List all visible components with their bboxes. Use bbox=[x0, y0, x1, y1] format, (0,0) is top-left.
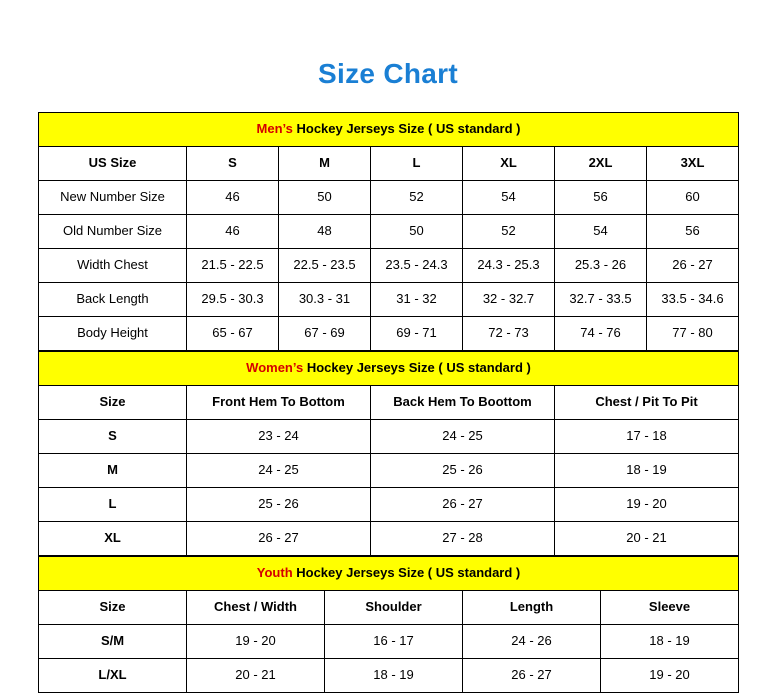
womens-row-0-val-1: 24 - 25 bbox=[371, 420, 555, 454]
womens-row-0-val-0: 23 - 24 bbox=[187, 420, 371, 454]
womens-row-1-label: M bbox=[39, 454, 187, 488]
mens-row-3-val-4: 32.7 - 33.5 bbox=[555, 283, 647, 317]
mens-row-1-val-5: 56 bbox=[647, 215, 739, 249]
mens-row-3-val-0: 29.5 - 30.3 bbox=[187, 283, 279, 317]
mens-row-3-label: Back Length bbox=[39, 283, 187, 317]
table-row bbox=[39, 283, 739, 317]
womens-section-header bbox=[39, 352, 739, 386]
womens-col-0: Size bbox=[39, 386, 187, 420]
mens-row-2-val-4: 25.3 - 26 bbox=[555, 249, 647, 283]
table-row bbox=[39, 181, 739, 215]
womens-row-1-val-2: 18 - 19 bbox=[555, 454, 739, 488]
youth-row-1-val-0: 20 - 21 bbox=[187, 659, 325, 693]
womens-section-header-cell bbox=[39, 352, 739, 386]
youth-row-0-val-3: 18 - 19 bbox=[601, 625, 739, 659]
mens-row-3-val-3: 32 - 32.7 bbox=[463, 283, 555, 317]
womens-row-3-val-0: 26 - 27 bbox=[187, 522, 371, 556]
womens-row-0-val-2: 17 - 18 bbox=[555, 420, 739, 454]
youth-row-0-label: S/M bbox=[39, 625, 187, 659]
youth-col-2: Shoulder bbox=[325, 591, 463, 625]
mens-row-1-val-1: 48 bbox=[279, 215, 371, 249]
youth-row-1-val-3: 19 - 20 bbox=[601, 659, 739, 693]
womens-col-1: Front Hem To Bottom bbox=[187, 386, 371, 420]
mens-row-2-val-2: 23.5 - 24.3 bbox=[371, 249, 463, 283]
mens-row-1-val-4: 54 bbox=[555, 215, 647, 249]
mens-row-0-label: New Number Size bbox=[39, 181, 187, 215]
mens-row-4-val-3: 72 - 73 bbox=[463, 317, 555, 351]
mens-row-1-val-0: 46 bbox=[187, 215, 279, 249]
mens-row-0-val-4: 56 bbox=[555, 181, 647, 215]
table-row bbox=[39, 522, 739, 556]
table-row bbox=[39, 420, 739, 454]
womens-row-3-val-1: 27 - 28 bbox=[371, 522, 555, 556]
mens-row-0-val-1: 50 bbox=[279, 181, 371, 215]
youth-header-accent: Youth bbox=[256, 565, 293, 581]
mens-col-0: US Size bbox=[39, 147, 187, 181]
mens-section-header-cell bbox=[39, 113, 739, 147]
womens-row-3-label: XL bbox=[39, 522, 187, 556]
mens-row-0-val-3: 54 bbox=[463, 181, 555, 215]
youth-col-3: Length bbox=[463, 591, 601, 625]
mens-row-4-val-2: 69 - 71 bbox=[371, 317, 463, 351]
mens-col-3: L bbox=[371, 147, 463, 181]
mens-row-2-val-5: 26 - 27 bbox=[647, 249, 739, 283]
mens-col-2: M bbox=[279, 147, 371, 181]
mens-col-4: XL bbox=[463, 147, 555, 181]
womens-col-2: Back Hem To Boottom bbox=[371, 386, 555, 420]
youth-size-table bbox=[38, 556, 739, 693]
mens-row-4-label: Body Height bbox=[39, 317, 187, 351]
mens-row-2-label: Width Chest bbox=[39, 249, 187, 283]
youth-column-headers bbox=[39, 591, 739, 625]
table-row bbox=[39, 249, 739, 283]
mens-row-1-val-2: 50 bbox=[371, 215, 463, 249]
mens-row-0-val-2: 52 bbox=[371, 181, 463, 215]
size-chart-tables bbox=[38, 112, 738, 693]
mens-row-3-val-1: 30.3 - 31 bbox=[279, 283, 371, 317]
mens-row-1-val-3: 52 bbox=[463, 215, 555, 249]
mens-row-4-val-4: 74 - 76 bbox=[555, 317, 647, 351]
youth-row-0-val-0: 19 - 20 bbox=[187, 625, 325, 659]
womens-header-rest: Hockey Jerseys Size ( US standard ) bbox=[303, 360, 531, 376]
youth-section-header-cell bbox=[39, 557, 739, 591]
youth-row-1-label: L/XL bbox=[39, 659, 187, 693]
table-row bbox=[39, 488, 739, 522]
youth-header-rest: Hockey Jerseys Size ( US standard ) bbox=[292, 565, 521, 581]
womens-col-3: Chest / Pit To Pit bbox=[555, 386, 739, 420]
table-row bbox=[39, 625, 739, 659]
mens-row-4-val-1: 67 - 69 bbox=[279, 317, 371, 351]
mens-row-3-val-2: 31 - 32 bbox=[371, 283, 463, 317]
mens-col-1: S bbox=[187, 147, 279, 181]
table-row bbox=[39, 659, 739, 693]
womens-row-1-val-0: 24 - 25 bbox=[187, 454, 371, 488]
mens-row-0-val-0: 46 bbox=[187, 181, 279, 215]
mens-column-headers bbox=[39, 147, 739, 181]
page-title: Size Chart bbox=[318, 58, 458, 89]
table-row bbox=[39, 317, 739, 351]
mens-row-1-label: Old Number Size bbox=[39, 215, 187, 249]
womens-row-2-val-0: 25 - 26 bbox=[187, 488, 371, 522]
mens-row-4-val-0: 65 - 67 bbox=[187, 317, 279, 351]
mens-col-6: 3XL bbox=[647, 147, 739, 181]
mens-section-header bbox=[39, 113, 739, 147]
womens-header-accent: Women’s bbox=[246, 360, 304, 376]
mens-header-rest: Hockey Jerseys Size ( US standard ) bbox=[292, 121, 521, 137]
womens-row-0-label: S bbox=[39, 420, 187, 454]
womens-column-headers bbox=[39, 386, 739, 420]
mens-header-accent: Men’s bbox=[256, 121, 293, 137]
table-row bbox=[39, 215, 739, 249]
womens-row-3-val-2: 20 - 21 bbox=[555, 522, 739, 556]
womens-row-2-val-1: 26 - 27 bbox=[371, 488, 555, 522]
youth-section-header bbox=[39, 557, 739, 591]
youth-row-1-val-2: 26 - 27 bbox=[463, 659, 601, 693]
youth-row-1-val-1: 18 - 19 bbox=[325, 659, 463, 693]
mens-row-4-val-5: 77 - 80 bbox=[647, 317, 739, 351]
mens-row-0-val-5: 60 bbox=[647, 181, 739, 215]
youth-col-0: Size bbox=[39, 591, 187, 625]
youth-col-4: Sleeve bbox=[601, 591, 739, 625]
womens-row-2-val-2: 19 - 20 bbox=[555, 488, 739, 522]
youth-row-0-val-1: 16 - 17 bbox=[325, 625, 463, 659]
womens-row-2-label: L bbox=[39, 488, 187, 522]
table-row bbox=[39, 454, 739, 488]
mens-col-5: 2XL bbox=[555, 147, 647, 181]
mens-row-2-val-0: 21.5 - 22.5 bbox=[187, 249, 279, 283]
womens-row-1-val-1: 25 - 26 bbox=[371, 454, 555, 488]
mens-row-3-val-5: 33.5 - 34.6 bbox=[647, 283, 739, 317]
youth-col-1: Chest / Width bbox=[187, 591, 325, 625]
youth-row-0-val-2: 24 - 26 bbox=[463, 625, 601, 659]
womens-size-table bbox=[38, 351, 739, 556]
mens-row-2-val-3: 24.3 - 25.3 bbox=[463, 249, 555, 283]
mens-row-2-val-1: 22.5 - 23.5 bbox=[279, 249, 371, 283]
mens-size-table bbox=[38, 112, 739, 351]
